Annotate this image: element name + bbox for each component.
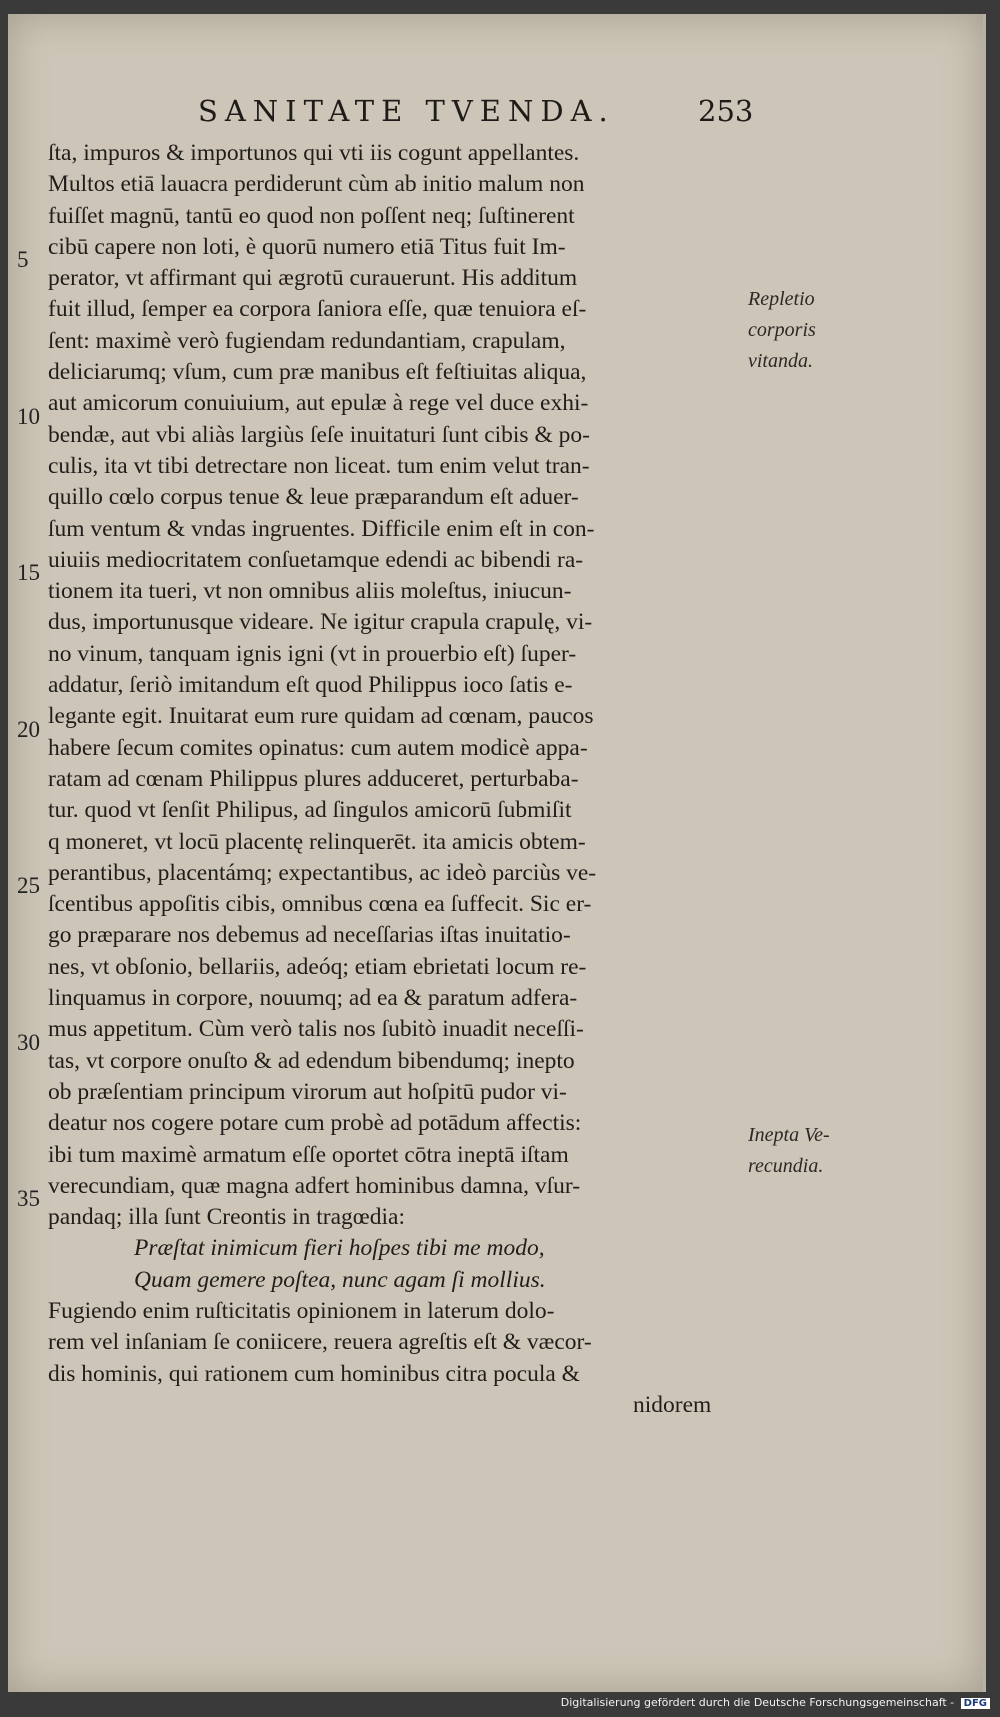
verse-line: Quam gemere poſtea, nunc agam ſi mollius. (134, 1266, 546, 1293)
text-line: pandaq; illa ſunt Creontis in tragœdia: (48, 1204, 405, 1231)
text-line: ibi tum maximè armatum eſſe oportet cōtra ineptā iſtam (48, 1141, 569, 1168)
margin-note-line: corporis (748, 319, 816, 341)
text-line: legante egit. Inuitarat eum rure quidam ad cœnam, paucos (48, 703, 594, 730)
text-line: cibū capere non loti, è quorū numero etiā Titus fuit Im- (48, 233, 566, 260)
text-line: no vinum, tanquam ignis igni (vt in prouerbio eſt) ſuper- (48, 640, 577, 667)
verse-line: Præſtat inimicum fieri hoſpes tibi me modo, (134, 1235, 545, 1262)
text-line: tur. quod vt ſenſit Philipus, ad ſingulos amicorū ſubmiſit (48, 797, 572, 824)
text-line: ſta, impuros & importunos qui vti iis cogunt appellantes. (48, 140, 580, 166)
text-line: go præparare nos debemus ad neceſſarias iſtas inuitatio- (48, 922, 571, 949)
book-page (8, 14, 986, 1692)
text-line: ratam ad cœnam Philippus plures adduceret, perturbaba- (48, 765, 579, 792)
margin-note-line: Inepta Ve- (748, 1124, 830, 1146)
margin-note-line: Repletio (748, 288, 815, 310)
text-line: habere ſecum comites opinatus: cum autem modicè appa- (48, 734, 588, 761)
line-number: 35 (17, 1186, 40, 1211)
text-line: Fugiendo enim ruſticitatis opinionem in laterum dolo- (48, 1297, 555, 1324)
text-line: ob præſentiam principum virorum aut hoſpitū pudor vi- (48, 1078, 567, 1105)
text-line: bendæ, aut vbi aliàs largiùs ſeſe inuitaturi ſunt cibis & po- (48, 421, 590, 448)
margin-note-line: vitanda. (748, 350, 813, 372)
text-line: rem vel inſaniam ſe coniicere, reuera agreſtis eſt & væcor- (48, 1329, 592, 1356)
line-number: 15 (17, 560, 40, 585)
text-line: ſcentibus appoſitis cibis, omnibus cœna ea ſuffecit. Sic er- (48, 891, 592, 918)
line-number: 10 (17, 404, 40, 429)
text-line: q moneret, vt locū placentę relinquerēt. ita amicis obtem- (48, 828, 586, 855)
margin-note-repletio (748, 284, 816, 377)
text-line: quillo cœlo corpus tenue & leue præparandum eſt aduer- (48, 484, 579, 511)
text-line: aut amicorum conuiuium, aut epulæ à rege vel duce exhi- (48, 390, 589, 417)
line-number: 5 (17, 247, 29, 272)
text-line: dis hominis, qui rationem cum hominibus citra pocula & (48, 1360, 580, 1387)
text-line: addatur, ſeriò imitandum eſt quod Philippus ioco ſatis e- (48, 672, 573, 699)
text-line: deliciarumq; vſum, cum præ manibus eſt feſtiuitas aliqua, (48, 359, 587, 386)
text-line: uiuiis mediocritatem conſuetamque edendi ac bibendi ra- (48, 546, 584, 573)
text-line: fuit illud, ſemper ea corpora ſaniora eſſe, quæ tenuiora eſ- (48, 296, 587, 323)
line-number: 25 (17, 873, 40, 898)
text-line: deatur nos cogere potare cum probè ad potādum affectis: (48, 1110, 582, 1137)
margin-note-line: recundia. (748, 1155, 824, 1177)
text-line: mus appetitum. Cùm verò talis nos ſubitò inuadit neceſſi- (48, 1016, 584, 1043)
running-head: SANITATE TVENDA. (198, 94, 615, 128)
credit-text: Digitalisierung gefördert durch die Deutsche Forschungsgemeinschaft - (560, 1696, 955, 1709)
text-line: tas, vt corpore onuſto & ad edendum bibendumq; inepto (48, 1047, 575, 1074)
text-line: perator, vt affirmant qui ægrotū curauerunt. His additum (48, 265, 578, 292)
text-line: tionem ita tueri, vt non omnibus aliis moleſtus, iniucun- (48, 578, 572, 605)
text-line: Multos etiā lauacra perdiderunt cùm ab initio malum non (48, 171, 585, 198)
body-text (48, 138, 748, 1421)
text-line: ſent: maximè verò fugiendam redundantiam, crapulam, (48, 327, 566, 354)
text-line: culis, ita vt tibi detrectare non liceat. tum enim velut tran- (48, 452, 590, 479)
text-line: ſum ventum & vndas ingruentes. Difficile enim eſt in con- (48, 515, 595, 542)
text-line: fuiſſet magnū, tantū eo quod non poſſent neq; ſuſtinerent (48, 202, 575, 229)
page-number: 253 (698, 94, 754, 128)
dfg-logo: DFG (961, 1698, 990, 1709)
text-line: dus, importunusque videare. Ne igitur crapula crapulę, vi- (48, 609, 593, 636)
text-line: nes, vt obſonio, bellariis, adeóq; etiam ebrietati locum re- (48, 953, 587, 980)
text-line: perantibus, placentámq; expectantibus, ac ideò parciùs ve- (48, 859, 597, 886)
line-number: 20 (17, 717, 40, 742)
digitization-credit (550, 1696, 990, 1709)
text-line: linquamus in corpore, nouumq; ad ea & paratum adfera- (48, 985, 578, 1012)
margin-note-inepta (748, 1120, 830, 1182)
catchword: nidorem (633, 1391, 712, 1418)
line-number: 30 (17, 1030, 40, 1055)
text-line: verecundiam, quæ magna adfert hominibus damna, vſur- (48, 1172, 581, 1199)
